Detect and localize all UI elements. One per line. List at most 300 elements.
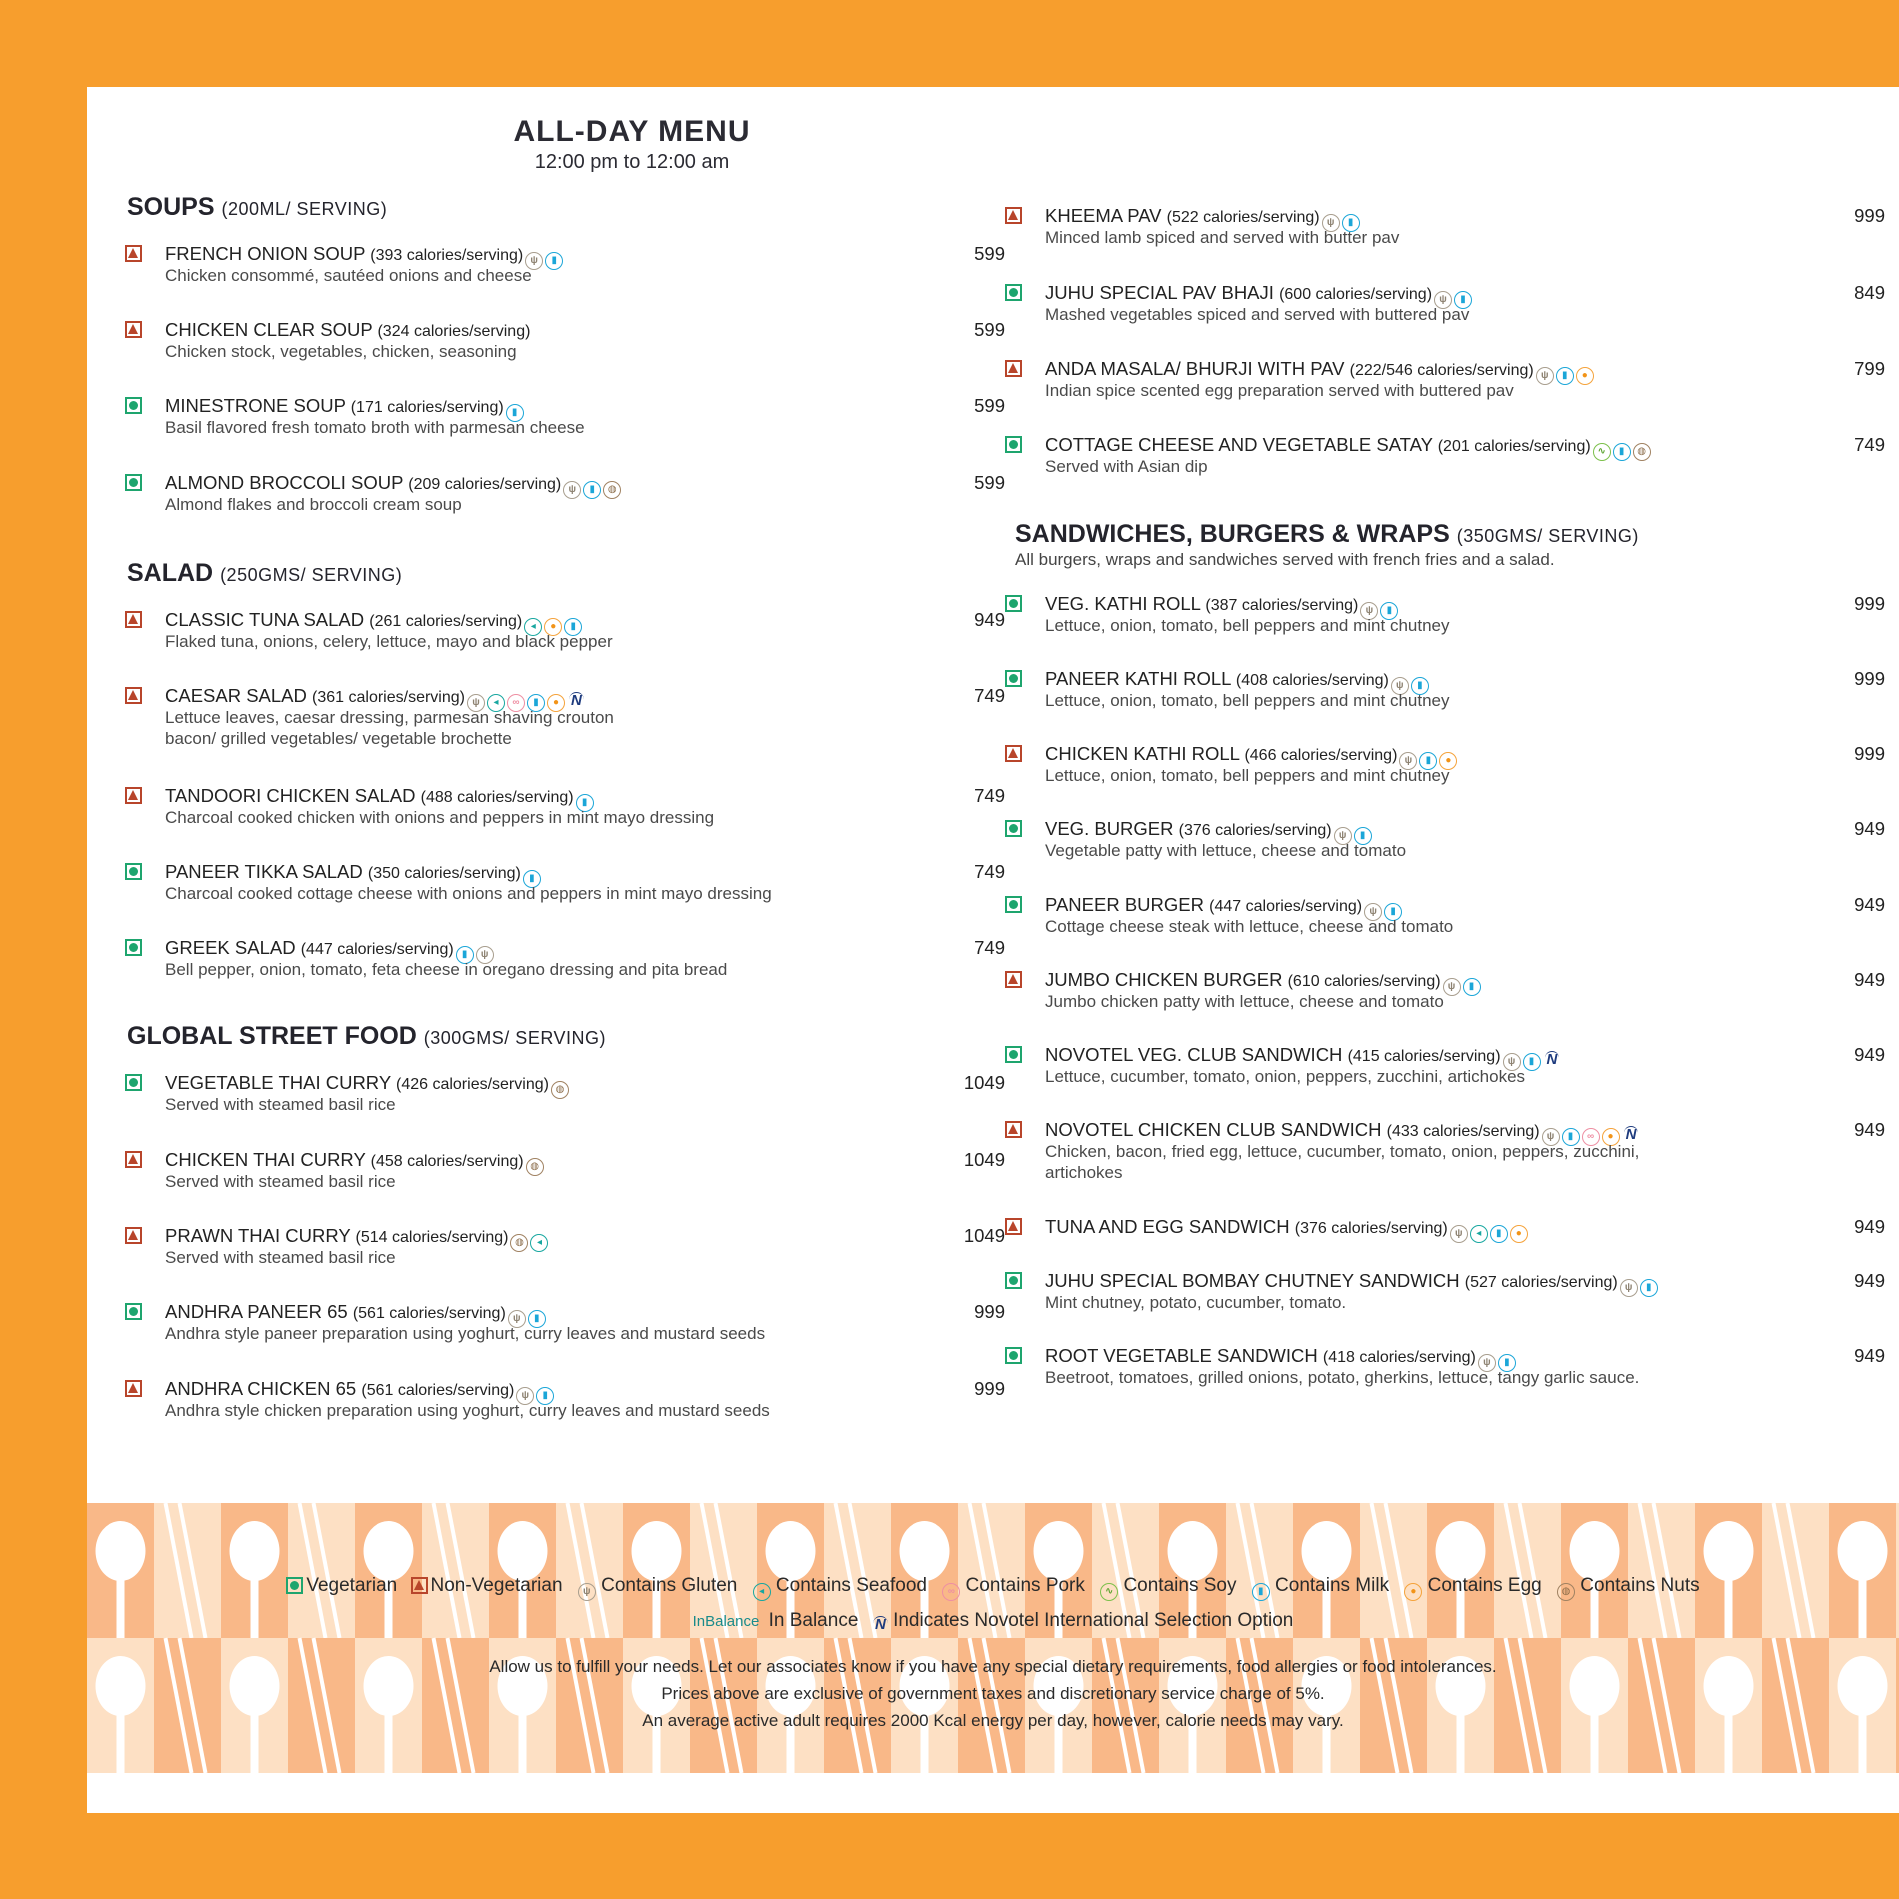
milk-bottle-icon: ▮ [528, 1310, 546, 1328]
veg-marker-icon [286, 1577, 303, 1594]
pig-icon: ∞ [942, 1583, 960, 1601]
section-title [1015, 520, 1639, 549]
item-name: JUHU SPECIAL BOMBAY CHUTNEY SANDWICH [1045, 1270, 1460, 1291]
veg-marker-icon [1005, 595, 1022, 612]
note-line: Allow us to fulfill your needs. Let our associates know if you have any special dietary requirements, food allergies or food intolerances. [489, 1657, 1497, 1676]
item-calories: (415 calories/serving) [1347, 1048, 1501, 1065]
item-name-line [165, 319, 530, 341]
item-name: ROOT VEGETABLE SANDWICH [1045, 1345, 1318, 1366]
section-sandwiches [1015, 520, 1639, 570]
wheat-icon: ψ [1364, 903, 1382, 921]
legend-row-1 [87, 1575, 1899, 1601]
wheat-icon: ψ [578, 1583, 596, 1601]
item-calories: (447 calories/serving) [300, 941, 454, 958]
egg-icon: ● [547, 694, 565, 712]
veg-marker-icon [1005, 670, 1022, 687]
veg-marker-icon [1005, 1272, 1022, 1289]
description-line: Bell pepper, onion, tomato, feta cheese in oregano dressing and pita bread [165, 960, 728, 979]
item-name: PANEER KATHI ROLL [1045, 668, 1231, 689]
page-title: ALL-DAY MENU [513, 115, 751, 148]
description-line: Vegetable patty with lettuce, cheese and tomato [1045, 841, 1407, 860]
service-hours: 12:00 pm to 12:00 am [534, 151, 730, 173]
milk-bottle-icon: ▮ [523, 870, 541, 888]
fish-icon: ◂ [753, 1583, 771, 1601]
item-description [1045, 615, 1449, 636]
item-price: 999 [974, 1378, 1005, 1399]
item-description [165, 1171, 396, 1192]
wheat-icon: ψ [476, 946, 494, 964]
veg-marker-icon [1005, 436, 1022, 453]
wheat-icon: ψ [1360, 602, 1378, 620]
legend-label: Non-Vegetarian [430, 1575, 563, 1596]
nonveg-marker-icon [1005, 207, 1022, 224]
nonveg-marker-icon [1005, 971, 1022, 988]
item-description [165, 341, 517, 362]
item-price: 949 [1854, 1216, 1885, 1237]
nonveg-marker-icon [125, 687, 142, 704]
item-price: 749 [1854, 434, 1885, 455]
nut-icon: ◍ [526, 1158, 544, 1176]
section-title [127, 559, 402, 588]
item-description [165, 1323, 765, 1344]
item-price: 949 [1854, 1119, 1885, 1140]
item-calories: (447 calories/serving) [1209, 898, 1363, 915]
veg-marker-icon [125, 939, 142, 956]
wheat-icon: ψ [1334, 827, 1352, 845]
item-calories: (433 calories/serving) [1386, 1123, 1540, 1140]
pig-icon: ∞ [1582, 1128, 1600, 1146]
milk-bottle-icon: ▮ [1463, 978, 1481, 996]
item-calories: (418 calories/serving) [1322, 1349, 1476, 1366]
nonveg-marker-icon [125, 1380, 142, 1397]
description-line: Mint chutney, potato, cucumber, tomato. [1045, 1293, 1347, 1312]
veg-marker-icon [125, 1303, 142, 1320]
description-line: Served with steamed basil rice [165, 1095, 396, 1114]
soybean-icon: ∿ [1593, 443, 1611, 461]
description-line: Beetroot, tomatoes, grilled onions, potato, gherkins, lettuce, tangy garlic sauce. [1045, 1368, 1640, 1387]
item-calories: (488 calories/serving) [420, 789, 574, 806]
veg-marker-icon [1005, 820, 1022, 837]
item-price: 999 [1854, 668, 1885, 689]
item-price: 1049 [963, 1072, 1005, 1093]
veg-marker-icon [125, 397, 142, 414]
description-line: Lettuce, onion, tomato, bell peppers and mint chutney [1045, 691, 1450, 710]
item-description [165, 707, 614, 749]
legend-label: Contains Nuts [1580, 1575, 1700, 1596]
item-calories: (600 calories/serving) [1279, 286, 1433, 303]
milk-bottle-icon: ▮ [583, 481, 601, 499]
nut-icon: ◍ [603, 481, 621, 499]
item-price: 599 [974, 395, 1005, 416]
section-title [127, 1022, 606, 1051]
description-line: Mashed vegetables spiced and served with buttered pav [1045, 305, 1470, 324]
soybean-icon: ∿ [1100, 1583, 1118, 1601]
milk-bottle-icon: ▮ [536, 1387, 554, 1405]
novotel-n-icon: N [1625, 1126, 1637, 1143]
section-subtitle: (200ML/ SERVING) [221, 199, 388, 219]
item-price: 999 [974, 1301, 1005, 1322]
item-description [165, 265, 532, 286]
veg-marker-icon [1005, 284, 1022, 301]
nonveg-marker-icon [411, 1577, 428, 1594]
description-line: Served with steamed basil rice [165, 1172, 396, 1191]
legend-gluten [576, 1575, 738, 1596]
wheat-icon: ψ [467, 694, 485, 712]
nut-icon: ◍ [510, 1234, 528, 1252]
wheat-icon: ψ [1536, 367, 1554, 385]
item-name: PRAWN THAI CURRY [165, 1225, 351, 1246]
item-name: MINESTRONE SOUP [165, 395, 346, 416]
item-calories: (376 calories/serving) [1294, 1220, 1448, 1237]
wheat-icon: ψ [1542, 1128, 1560, 1146]
item-description [1045, 840, 1406, 861]
item-calories: (350 calories/serving) [367, 865, 521, 882]
veg-marker-icon [1005, 1046, 1022, 1063]
item-name: ANDA MASALA/ BHURJI WITH PAV [1045, 358, 1345, 379]
item-name: JUMBO CHICKEN BURGER [1045, 969, 1283, 990]
description-line: Charcoal cooked cottage cheese with onions and peppers in mint mayo dressing [165, 884, 772, 903]
item-name: PANEER TIKKA SALAD [165, 861, 363, 882]
item-price: 949 [1854, 1044, 1885, 1065]
milk-bottle-icon: ▮ [1498, 1354, 1516, 1372]
milk-bottle-icon: ▮ [1523, 1053, 1541, 1071]
item-name: CHICKEN CLEAR SOUP [165, 319, 373, 340]
item-price: 599 [974, 472, 1005, 493]
nonveg-marker-icon [125, 611, 142, 628]
veg-marker-icon [125, 474, 142, 491]
item-name: PANEER BURGER [1045, 894, 1204, 915]
veg-marker-icon [1005, 896, 1022, 913]
milk-bottle-icon: ▮ [1640, 1279, 1658, 1297]
item-price: 949 [1854, 818, 1885, 839]
item-description [165, 1400, 770, 1421]
fish-icon: ◂ [487, 694, 505, 712]
item-calories: (561 calories/serving) [352, 1305, 506, 1322]
section-title [127, 193, 387, 222]
item-price: 999 [1854, 743, 1885, 764]
item-calories: (408 calories/serving) [1235, 672, 1389, 689]
item-name: CAESAR SALAD [165, 685, 307, 706]
legend-pork [940, 1575, 1085, 1596]
item-description [165, 1094, 396, 1115]
section-note: All burgers, wraps and sandwiches served with french fries and a salad. [1015, 550, 1555, 569]
nonveg-marker-icon [1005, 1121, 1022, 1138]
milk-bottle-icon: ▮ [564, 618, 582, 636]
item-calories: (514 calories/serving) [355, 1229, 509, 1246]
nut-icon: ◍ [1557, 1583, 1575, 1601]
legend-label: Vegetarian [306, 1575, 398, 1596]
description-line: Almond flakes and broccoli cream soup [165, 495, 462, 514]
novotel-n-icon: N [1546, 1051, 1558, 1068]
section-title-text: SALAD [127, 559, 214, 587]
veg-marker-icon [1005, 1347, 1022, 1364]
egg-icon: ● [544, 618, 562, 636]
item-description [1045, 991, 1444, 1012]
description-line: Jumbo chicken patty with lettuce, cheese and tomato [1045, 992, 1444, 1011]
item-calories: (376 calories/serving) [1178, 822, 1332, 839]
item-description [165, 807, 714, 828]
item-calories: (466 calories/serving) [1244, 747, 1398, 764]
item-name: VEG. KATHI ROLL [1045, 593, 1201, 614]
egg-icon: ● [1576, 367, 1594, 385]
legend-label: Contains Gluten [601, 1575, 738, 1596]
wheat-icon: ψ [563, 481, 581, 499]
item-price: 749 [974, 685, 1005, 706]
legend-label: Contains Pork [965, 1575, 1085, 1596]
legend-nuts [1555, 1575, 1700, 1596]
item-calories: (426 calories/serving) [395, 1076, 549, 1093]
wheat-icon: ψ [1620, 1279, 1638, 1297]
wheat-icon: ψ [1450, 1225, 1468, 1243]
milk-bottle-icon: ▮ [1252, 1583, 1270, 1601]
item-name: KHEEMA PAV [1045, 205, 1162, 226]
nonveg-marker-icon [125, 321, 142, 338]
item-description [1045, 1292, 1346, 1313]
item-price: 949 [1854, 1345, 1885, 1366]
wheat-icon: ψ [525, 252, 543, 270]
item-name: NOVOTEL VEG. CLUB SANDWICH [1045, 1044, 1343, 1065]
legend-non-vegetarian [411, 1575, 563, 1596]
description-line: Served with steamed basil rice [165, 1248, 396, 1267]
milk-bottle-icon: ▮ [1562, 1128, 1580, 1146]
item-description [165, 1247, 396, 1268]
milk-bottle-icon: ▮ [1454, 291, 1472, 309]
nonveg-marker-icon [1005, 1218, 1022, 1235]
item-name: NOVOTEL CHICKEN CLUB SANDWICH [1045, 1119, 1382, 1140]
item-name: TANDOORI CHICKEN SALAD [165, 785, 416, 806]
milk-bottle-icon: ▮ [1384, 903, 1402, 921]
legend-label: Contains Seafood [775, 1575, 927, 1596]
item-calories: (610 calories/serving) [1287, 973, 1441, 990]
description-line: Andhra style paneer preparation using yoghurt, curry leaves and mustard seeds [165, 1324, 766, 1343]
wheat-icon: ψ [1503, 1053, 1521, 1071]
milk-bottle-icon: ▮ [1380, 602, 1398, 620]
item-description [1045, 1367, 1639, 1388]
item-calories: (261 calories/serving) [369, 613, 523, 630]
wheat-icon: ψ [1391, 677, 1409, 695]
item-price: 999 [1854, 593, 1885, 614]
milk-bottle-icon: ▮ [1354, 827, 1372, 845]
item-name: VEGETABLE THAI CURRY [165, 1072, 391, 1093]
wheat-icon: ψ [508, 1310, 526, 1328]
item-price: 949 [1854, 1270, 1885, 1291]
section-title-text: GLOBAL STREET FOOD [127, 1022, 417, 1050]
novotel-n-icon: N [874, 1616, 886, 1633]
fish-icon: ◂ [1470, 1225, 1488, 1243]
section-subtitle: (250GMS/ SERVING) [220, 565, 403, 585]
item-description [165, 417, 585, 438]
nonveg-marker-icon [1005, 745, 1022, 762]
egg-icon: ● [1404, 1583, 1422, 1601]
nonveg-marker-icon [125, 1151, 142, 1168]
section-subtitle: (350GMS/ SERVING) [1456, 526, 1639, 546]
veg-marker-icon [125, 863, 142, 880]
item-price: 1049 [963, 1149, 1005, 1170]
nonveg-marker-icon [125, 1227, 142, 1244]
item-price: 749 [974, 937, 1005, 958]
item-calories: (561 calories/serving) [361, 1382, 515, 1399]
footer-notes [87, 1653, 1899, 1734]
nut-icon: ◍ [551, 1081, 569, 1099]
description-line: Charcoal cooked chicken with onions and peppers in mint mayo dressing [165, 808, 715, 827]
item-name: FRENCH ONION SOUP [165, 243, 366, 264]
description-line: Chicken consommé, sautéed onions and cheese [165, 266, 532, 285]
item-description [1045, 1141, 1639, 1183]
item-calories: (387 calories/serving) [1205, 597, 1359, 614]
nonveg-marker-icon [1005, 360, 1022, 377]
section-title-text: SOUPS [127, 193, 215, 221]
item-calories: (522 calories/serving) [1166, 209, 1320, 226]
item-price: 1049 [963, 1225, 1005, 1246]
item-name: ALMOND BROCCOLI SOUP [165, 472, 404, 493]
description-line: Cottage cheese steak with lettuce, cheese and tomato [1045, 917, 1454, 936]
description-line: Indian spice scented egg preparation served with buttered pav [1045, 381, 1514, 400]
item-calories: (209 calories/serving) [408, 476, 562, 493]
item-description [165, 494, 462, 515]
item-name: GREEK SALAD [165, 937, 296, 958]
fish-icon: ◂ [530, 1234, 548, 1252]
description-line: Lettuce, onion, tomato, bell peppers and mint chutney [1045, 766, 1450, 785]
item-name: TUNA AND EGG SANDWICH [1045, 1216, 1290, 1237]
milk-bottle-icon: ▮ [1556, 367, 1574, 385]
milk-bottle-icon: ▮ [1419, 752, 1437, 770]
item-description [1045, 380, 1514, 401]
item-calories: (361 calories/serving) [312, 689, 465, 706]
legend-soy [1098, 1575, 1236, 1596]
nonveg-marker-icon [125, 787, 142, 804]
item-name: ANDHRA PANEER 65 [165, 1301, 348, 1322]
milk-bottle-icon: ▮ [1342, 214, 1360, 232]
menu-header [432, 115, 832, 174]
item-description [165, 883, 772, 904]
item-price: 949 [1854, 969, 1885, 990]
note-line: Prices above are exclusive of government taxes and discretionary service charge of 5%. [661, 1684, 1325, 1703]
item-price: 749 [974, 861, 1005, 882]
legend-label: In Balance [768, 1610, 859, 1631]
in-balance-logo: InBalance [692, 1613, 760, 1630]
nut-icon: ◍ [1633, 443, 1651, 461]
description-line: Chicken, bacon, fried egg, lettuce, cucumber, tomato, onion, peppers, zucchini, [1045, 1142, 1640, 1161]
legend-vegetarian [286, 1575, 397, 1596]
section-salad [127, 559, 402, 588]
description-line: Basil flavored fresh tomato broth with parmesan cheese [165, 418, 585, 437]
wheat-icon: ψ [1434, 291, 1452, 309]
novotel-n-icon: N [570, 692, 582, 709]
milk-bottle-icon: ▮ [456, 946, 474, 964]
egg-icon: ● [1439, 752, 1457, 770]
wheat-icon: ψ [1478, 1354, 1496, 1372]
description-line: Chicken stock, vegetables, chicken, seasoning [165, 342, 517, 361]
item-calories: (527 calories/serving) [1464, 1274, 1618, 1291]
section-subtitle: (300GMS/ SERVING) [423, 1028, 606, 1048]
legend-row-2 [87, 1610, 1899, 1632]
item-price: 999 [1854, 205, 1885, 226]
description-line: Lettuce, onion, tomato, bell peppers and mint chutney [1045, 616, 1450, 635]
milk-bottle-icon: ▮ [1411, 677, 1429, 695]
description-line: Minced lamb spiced and served with butter pav [1045, 228, 1400, 247]
item-description [165, 631, 613, 652]
item-price: 949 [974, 609, 1005, 630]
wheat-icon: ψ [516, 1387, 534, 1405]
item-name: ANDHRA CHICKEN 65 [165, 1378, 357, 1399]
wheat-icon: ψ [1443, 978, 1461, 996]
item-name: CHICKEN KATHI ROLL [1045, 743, 1240, 764]
item-name: CLASSIC TUNA SALAD [165, 609, 365, 630]
milk-bottle-icon: ▮ [576, 794, 594, 812]
legend-label: Indicates Novotel International Selection Option [893, 1610, 1294, 1631]
item-calories: (201 calories/serving) [1437, 438, 1591, 455]
wheat-icon: ψ [1399, 752, 1417, 770]
legend-label: Contains Milk [1275, 1575, 1390, 1596]
legend-seafood [751, 1575, 927, 1596]
item-calories: (222/546 calories/serving) [1349, 362, 1534, 379]
item-calories: (324 calories/serving) [377, 323, 531, 340]
veg-marker-icon [125, 1074, 142, 1091]
item-description [1045, 456, 1208, 477]
description-line: artichokes [1045, 1163, 1123, 1182]
section-street-food [127, 1022, 606, 1051]
milk-bottle-icon: ▮ [545, 252, 563, 270]
wheat-icon: ψ [1322, 214, 1340, 232]
item-name: VEG. BURGER [1045, 818, 1174, 839]
item-description [1045, 765, 1449, 786]
nonveg-marker-icon [125, 245, 142, 262]
legend-label: Contains Soy [1123, 1575, 1237, 1596]
section-soups [127, 193, 387, 222]
milk-bottle-icon: ▮ [1490, 1225, 1508, 1243]
item-description [1045, 227, 1399, 248]
milk-bottle-icon: ▮ [1613, 443, 1631, 461]
item-price: 749 [974, 785, 1005, 806]
item-price: 599 [974, 243, 1005, 264]
item-name-line [1045, 1216, 1528, 1243]
milk-bottle-icon: ▮ [506, 404, 524, 422]
item-calories: (393 calories/serving) [370, 247, 524, 264]
pig-icon: ∞ [507, 694, 525, 712]
item-description [1045, 304, 1469, 325]
item-price: 949 [1854, 894, 1885, 915]
item-name: CHICKEN THAI CURRY [165, 1149, 366, 1170]
description-line: Lettuce, cucumber, tomato, onion, peppers, zucchini, artichokes [1045, 1067, 1526, 1086]
legend-egg [1402, 1575, 1541, 1596]
item-name: JUHU SPECIAL PAV BHAJI [1045, 282, 1274, 303]
item-description [1045, 690, 1449, 711]
note-line: An average active adult requires 2000 Kcal energy per day, however, calorie needs may vary. [642, 1711, 1344, 1730]
description-line: Flaked tuna, onions, celery, lettuce, mayo and black pepper [165, 632, 613, 651]
item-description [1045, 916, 1453, 937]
item-calories: (458 calories/serving) [370, 1153, 524, 1170]
item-price: 799 [1854, 358, 1885, 379]
item-description [165, 959, 727, 980]
egg-icon: ● [1602, 1128, 1620, 1146]
item-price: 849 [1854, 282, 1885, 303]
milk-bottle-icon: ▮ [527, 694, 545, 712]
item-name: COTTAGE CHEESE AND VEGETABLE SATAY [1045, 434, 1433, 455]
footer-legend [87, 1503, 1899, 1773]
item-price: 599 [974, 319, 1005, 340]
legend-label: Contains Egg [1427, 1575, 1542, 1596]
description-line: Andhra style chicken preparation using yoghurt, curry leaves and mustard seeds [165, 1401, 770, 1420]
fish-icon: ◂ [524, 618, 542, 636]
section-title-text: SANDWICHES, BURGERS & WRAPS [1015, 520, 1450, 548]
legend-milk [1250, 1575, 1389, 1596]
description-line: Served with Asian dip [1045, 457, 1208, 476]
description-line: Lettuce leaves, caesar dressing, parmesan shaving crouton [165, 708, 614, 727]
menu-sheet [87, 87, 1899, 1813]
description-line: bacon/ grilled vegetables/ vegetable brochette [165, 729, 512, 748]
egg-icon: ● [1510, 1225, 1528, 1243]
item-calories: (171 calories/serving) [350, 399, 504, 416]
